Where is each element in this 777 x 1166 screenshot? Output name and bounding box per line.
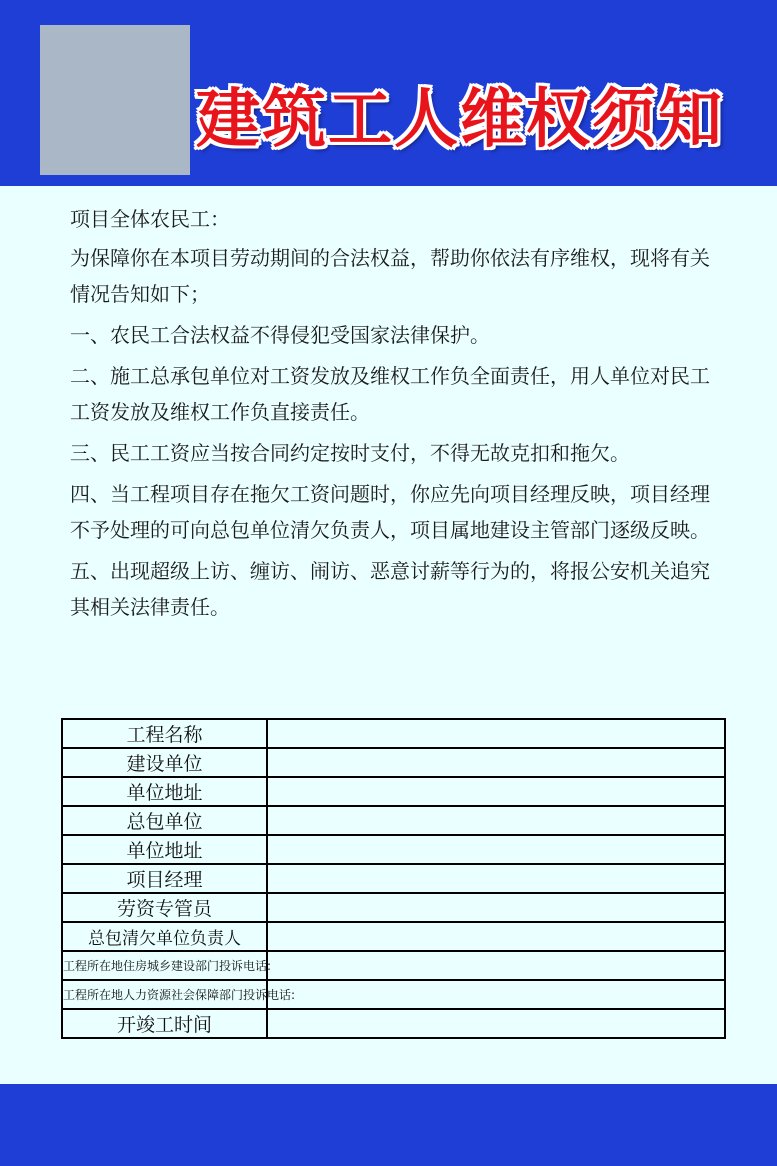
table-row xyxy=(62,951,725,980)
logo-placeholder xyxy=(40,25,190,175)
row-label-project-manager: 项目经理 xyxy=(62,864,267,893)
row-value-housing-hotline xyxy=(267,951,725,980)
table-row xyxy=(62,719,725,748)
header-band xyxy=(0,0,777,186)
row-label-builder-address: 单位地址 xyxy=(62,777,267,806)
table-row xyxy=(62,777,725,806)
row-label-builder: 建设单位 xyxy=(62,748,267,777)
row-value-general-contractor xyxy=(267,806,725,835)
table-row xyxy=(62,806,725,835)
notice-item-3: 三、民工工资应当按合同约定按时支付，不得无故克扣和拖欠。 xyxy=(70,441,630,465)
footer-band xyxy=(0,1084,777,1166)
notice-item-2: 二、施工总承包单位对工资发放及维权工作负全面责任，用人单位对民工工资发放及维权工作负直接责任。 xyxy=(70,364,710,424)
row-label-housing-hotline: 工程所在地住房城乡建设部门投诉电话: xyxy=(62,951,267,980)
table-row xyxy=(62,748,725,777)
row-value-builder xyxy=(267,748,725,777)
table-row xyxy=(62,922,725,951)
notice-greeting: 项目全体农民工： xyxy=(70,207,230,231)
notice-item-5: 五、出现超级上访、缠访、闹访、恶意讨薪等行为的，将报公安机关追究其相关法律责任。 xyxy=(70,559,710,619)
row-label-schedule: 开竣工时间 xyxy=(62,1009,267,1038)
row-value-project-name xyxy=(267,719,725,748)
row-label-general-contractor: 总包单位 xyxy=(62,806,267,835)
table-row xyxy=(62,864,725,893)
table-row xyxy=(62,1009,725,1038)
row-label-contractor-address: 单位地址 xyxy=(62,835,267,864)
notice-intro: 为保障你在本项目劳动期间的合法权益，帮助你依法有序维权，现将有关情况告知如下； xyxy=(70,246,710,306)
table-row xyxy=(62,893,725,922)
project-info-table xyxy=(61,718,726,1039)
row-value-labor-officer xyxy=(267,893,725,922)
table-row xyxy=(62,835,725,864)
row-label-hr-hotline: 工程所在地人力资源社会保障部门投诉电话: xyxy=(62,980,267,1009)
row-value-arrears-officer xyxy=(267,922,725,951)
row-value-project-manager xyxy=(267,864,725,893)
notice-item-1: 一、农民工合法权益不得侵犯受国家法律保护。 xyxy=(70,323,490,347)
row-label-arrears-officer: 总包清欠单位负责人 xyxy=(62,922,267,951)
row-label-labor-officer: 劳资专管员 xyxy=(62,893,267,922)
row-value-hr-hotline xyxy=(267,980,725,1009)
table-row xyxy=(62,980,725,1009)
row-label-project-name: 工程名称 xyxy=(62,719,267,748)
notice-item-4: 四、当工程项目存在拖欠工资问题时，你应先向项目经理反映，项目经理不予处理的可向总包单位清欠负责人，项目属地建设主管部门逐级反映。 xyxy=(70,482,710,542)
row-value-builder-address xyxy=(267,777,725,806)
row-value-schedule xyxy=(267,1009,725,1038)
notice-body xyxy=(70,201,720,630)
row-value-contractor-address xyxy=(267,835,725,864)
page-title: 建筑工人维权须知 xyxy=(196,83,724,157)
